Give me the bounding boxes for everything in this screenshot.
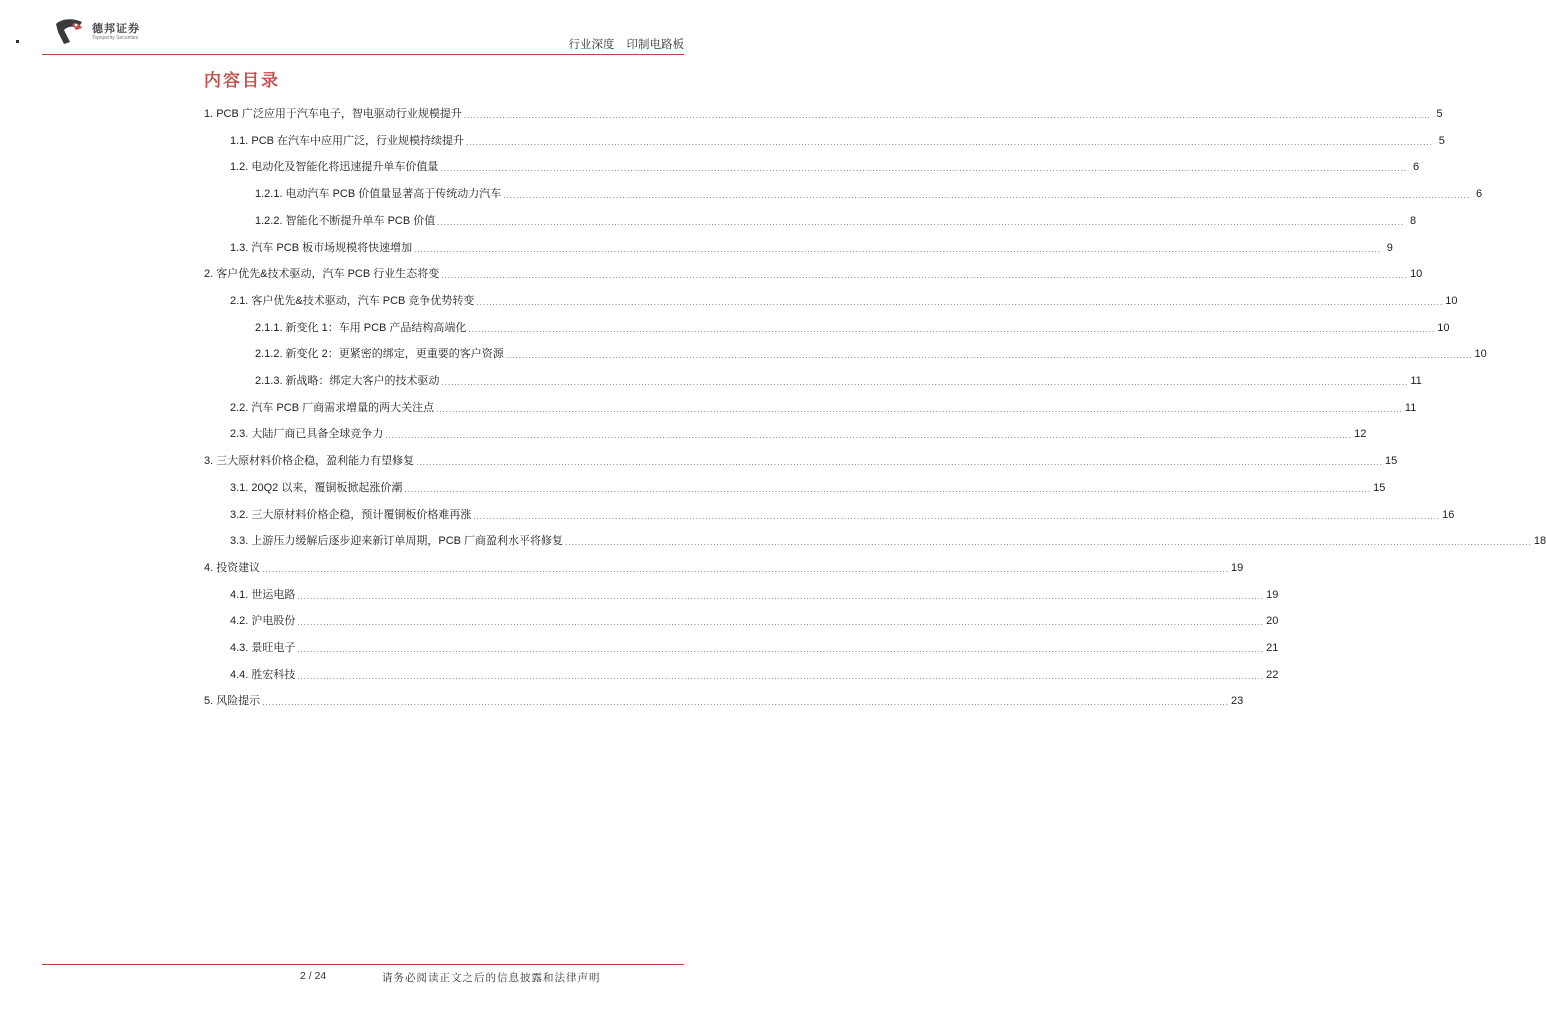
- toc-entry-page: 15: [1373, 482, 1386, 494]
- toc-entry-page: 19: [1230, 562, 1244, 574]
- toc-entry-number: 3.2.: [230, 509, 249, 521]
- toc-entry-number: 1.1.: [230, 135, 249, 147]
- toc-entry-number: 2.1.1.: [255, 322, 283, 334]
- toc-entry-title: 三大原材料价格企稳，预计覆铜板价格难再涨: [251, 509, 472, 521]
- toc-entry-number: 4.: [204, 562, 214, 574]
- toc-entry[interactable]: [204, 694, 1244, 708]
- toc-entry-title: 风险提示: [216, 695, 261, 707]
- toc-entry[interactable]: [230, 427, 1367, 441]
- toc-entry-number: 4.3.: [230, 642, 249, 654]
- toc-entry-page: 21: [1266, 642, 1279, 654]
- toc-leader-dots: ............................................................................................................................................................................................................................................................................................................: [414, 245, 1381, 254]
- page-number: 2 / 24: [300, 970, 327, 982]
- toc-entry-page: 10: [1410, 268, 1423, 280]
- toc-entry-number: 4.1.: [230, 589, 249, 601]
- toc-entry-title: 电动汽车 PCB 价值量显著高于传统动力汽车: [285, 188, 502, 200]
- toc-leader-dots: ............................................................................................................................................................................................................................................................................................................: [385, 431, 1353, 440]
- toc-entry[interactable]: [204, 107, 1443, 121]
- toc-leader-dots: ............................................................................................................................................................................................................................................................................................................: [437, 218, 1405, 227]
- toc-leader-dots: ............................................................................................................................................................................................................................................................................................................: [463, 111, 1431, 120]
- toc-leader-dots: ............................................................................................................................................................................................................................................................................................................: [404, 485, 1372, 494]
- toc-entry-title: 世运电路: [251, 589, 296, 601]
- toc-entry-page: 11: [1404, 402, 1417, 414]
- toc-leader-dots: ............................................................................................................................................................................................................................................................................................................: [297, 645, 1265, 654]
- toc-entry-title: 汽车 PCB 厂商需求增量的两大关注点: [251, 402, 435, 414]
- toc-entry-number: 1.2.2.: [255, 215, 283, 227]
- toc-leader-dots: ............................................................................................................................................................................................................................................................................................................: [468, 325, 1436, 334]
- toc-entry[interactable]: [204, 561, 1244, 575]
- toc-entry-number: 1.3.: [230, 242, 249, 254]
- toc-entry-number: 2.: [204, 268, 214, 280]
- toc-entry-number: 1.2.: [230, 161, 249, 173]
- toc-entry-title: 沪电股份: [251, 615, 296, 627]
- toc-entry-page: 16: [1442, 509, 1455, 521]
- toc-leader-dots: ............................................................................................................................................................................................................................................................................................................: [565, 538, 1532, 547]
- toc-entry-title: 上游压力缓解后逐步迎来新订单周期，PCB 厂商盈利水平将修复: [251, 535, 564, 547]
- toc-leader-dots: ............................................................................................................................................................................................................................................................................................................: [262, 698, 1229, 707]
- report-type: 行业深度: [568, 39, 615, 51]
- toc-entry[interactable]: [230, 668, 1279, 682]
- toc-entry-number: 2.1.2.: [255, 348, 283, 360]
- toc-entry[interactable]: [255, 214, 1417, 228]
- toc-entry[interactable]: [230, 614, 1279, 628]
- toc-entry-title: 智能化不断提升单车 PCB 价值: [285, 215, 436, 227]
- toc-heading: 内容目录: [204, 71, 280, 90]
- toc-entry[interactable]: [255, 321, 1450, 335]
- toc-leader-dots: ............................................................................................................................................................................................................................................................................................................: [473, 512, 1441, 521]
- toc-entry-number: 1.: [204, 108, 214, 120]
- footer-divider: [42, 964, 684, 965]
- toc-entry-number: 2.2.: [230, 402, 249, 414]
- toc-entry-number: 4.4.: [230, 669, 249, 681]
- toc-leader-dots: ............................................................................................................................................................................................................................................................................................................: [436, 405, 1403, 414]
- toc-entry[interactable]: [230, 481, 1386, 495]
- toc-entry-title: 大陆厂商已具备全球竞争力: [251, 428, 384, 440]
- toc-entry-page: 23: [1230, 695, 1244, 707]
- company-name-cn: 德邦证券: [92, 23, 140, 35]
- toc-leader-dots: ............................................................................................................................................................................................................................................................................................................: [440, 164, 1408, 173]
- toc-entry[interactable]: [230, 241, 1393, 255]
- toc-entry-number: 5.: [204, 695, 214, 707]
- toc-entry[interactable]: [204, 267, 1423, 281]
- company-name-en: Topsperity Securities: [92, 35, 139, 41]
- toc-entry-page: 10: [1445, 295, 1458, 307]
- toc-leader-dots: ............................................................................................................................................................................................................................................................................................................: [441, 378, 1409, 387]
- toc-entry-number: 3.1.: [230, 482, 249, 494]
- toc-entry[interactable]: [230, 134, 1445, 148]
- toc-entry-title: 新战略：绑定大客户的技术驱动: [285, 375, 440, 387]
- toc-entry-title: 20Q2 以来，覆铜板掀起涨价潮: [251, 482, 403, 494]
- toc-entry[interactable]: [204, 454, 1398, 468]
- toc-entry[interactable]: [230, 588, 1279, 602]
- toc-entry-page: 6: [1475, 188, 1483, 200]
- toc-entry-number: 2.1.3.: [255, 375, 283, 387]
- toc-entry-page: 18: [1533, 535, 1546, 547]
- toc-leader-dots: ............................................................................................................................................................................................................................................................................................................: [262, 565, 1229, 574]
- toc-entry-page: 10: [1437, 322, 1450, 334]
- toc-entry[interactable]: [230, 401, 1417, 415]
- toc-entry-number: 3.3.: [230, 535, 249, 547]
- toc-entry-page: 5: [1436, 108, 1443, 120]
- toc-entry[interactable]: [230, 508, 1455, 522]
- toc-entry-title: 客户优先&技术驱动，汽车 PCB 行业生态将变: [216, 268, 440, 280]
- toc-leader-dots: ............................................................................................................................................................................................................................................................................................................: [503, 191, 1471, 200]
- toc-entry-number: 2.1.: [230, 295, 249, 307]
- toc-entry-title: 三大原材料价格企稳，盈利能力有望修复: [216, 455, 415, 467]
- toc-leader-dots: ............................................................................................................................................................................................................................................................................................................: [297, 592, 1265, 601]
- toc-leader-dots: ............................................................................................................................................................................................................................................................................................................: [297, 672, 1265, 681]
- toc-entry[interactable]: [230, 160, 1420, 174]
- toc-entry-title: 投资建议: [216, 562, 261, 574]
- toc-entry[interactable]: [255, 187, 1483, 201]
- toc-entry[interactable]: [230, 534, 1546, 548]
- toc-entry-page: 20: [1266, 615, 1279, 627]
- disclaimer-note: 请务必阅读正文之后的信息披露和法律声明: [382, 972, 601, 984]
- toc-entry-page: 15: [1384, 455, 1398, 467]
- toc-entry-title: 新变化 2：更紧密的绑定，更重要的客户资源: [285, 348, 504, 360]
- toc-entry-number: 4.2.: [230, 615, 249, 627]
- toc-entry-title: 电动化及智能化将迅速提升单车价值量: [251, 161, 439, 173]
- toc-entry-title: 景旺电子: [251, 642, 296, 654]
- toc-entry-title: PCB 广泛应用于汽车电子，智电驱动行业规模提升: [216, 108, 462, 120]
- toc-leader-dots: ............................................................................................................................................................................................................................................................................................................: [466, 138, 1433, 147]
- toc-entry-number: 3.: [204, 455, 214, 467]
- toc-entry-page: 11: [1410, 375, 1422, 387]
- toc-entry-page: 9: [1386, 242, 1393, 254]
- toc-entry-page: 8: [1409, 215, 1417, 227]
- toc-entry[interactable]: [255, 347, 1487, 361]
- toc-entry-page: 19: [1266, 589, 1279, 601]
- toc-entry-number: 2.3.: [230, 428, 249, 440]
- toc-entry-page: 10: [1474, 348, 1487, 360]
- toc-entry-title: 新变化 1：车用 PCB 产品结构高端化: [285, 322, 467, 334]
- toc-leader-dots: ............................................................................................................................................................................................................................................................................................................: [297, 618, 1265, 627]
- toc-entry-title: PCB 在汽车中应用广泛，行业规模持续提升: [251, 135, 465, 147]
- toc-entry-page: 22: [1266, 669, 1279, 681]
- toc-entry-title: 胜宏科技: [251, 669, 296, 681]
- toc-entry-number: 1.2.1.: [255, 188, 283, 200]
- toc-entry-title: 汽车 PCB 板市场规模将快速增加: [251, 242, 413, 254]
- toc-entry[interactable]: [255, 374, 1422, 388]
- toc-entry-page: 5: [1438, 135, 1445, 147]
- toc-leader-dots: ............................................................................................................................................................................................................................................................................................................: [476, 298, 1444, 307]
- report-sector: 印制电路板: [626, 39, 684, 51]
- toc-entry[interactable]: [230, 641, 1279, 655]
- toc-entry-page: 6: [1413, 161, 1420, 173]
- toc-entry-title: 客户优先&技术驱动，汽车 PCB 竞争优势转变: [251, 295, 475, 307]
- toc-entry[interactable]: [230, 294, 1458, 308]
- toc-entry-page: 12: [1354, 428, 1367, 440]
- toc-leader-dots: ............................................................................................................................................................................................................................................................................................................: [505, 351, 1473, 360]
- toc-leader-dots: ............................................................................................................................................................................................................................................................................................................: [441, 271, 1409, 280]
- toc-leader-dots: ............................................................................................................................................................................................................................................................................................................: [416, 458, 1383, 467]
